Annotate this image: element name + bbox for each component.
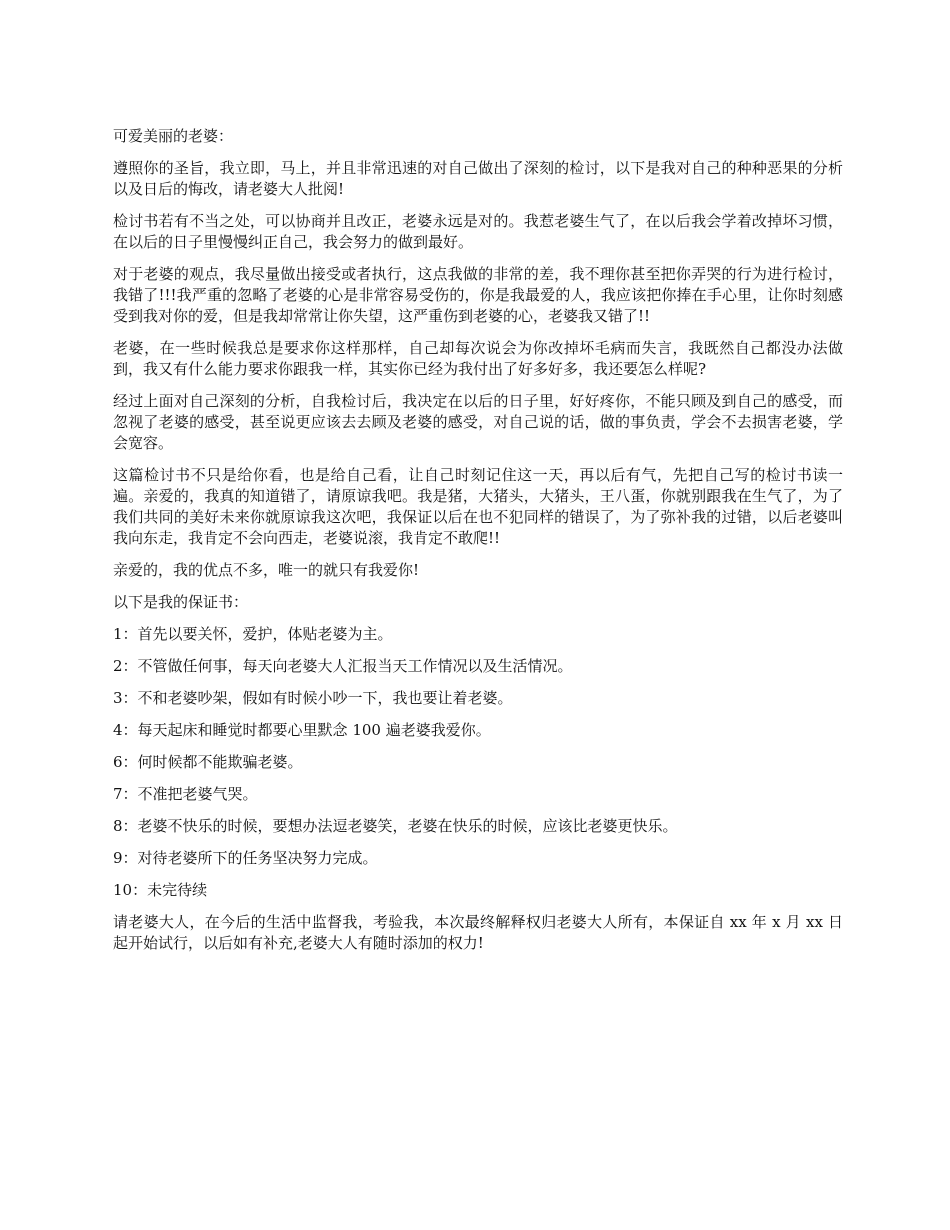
closing-paragraph: 请老婆大人，在今后的生活中监督我，考验我，本次最终解释权归老婆大人所有，本保证自 xx 年 x 月 xx 日起开始试行，以后如有补充,老婆大人有随时添加的权力! [113, 913, 843, 952]
guarantee-item: 1：首先以要关怀，爱护，体贴老婆为主。 [113, 625, 393, 643]
paragraph-5: 经过上面对自己深刻的分析，自我检讨后，我决定在以后的日子里，好好疼你，不能只顾及到自己的感受，而忽视了老婆的感受，甚至说更应该去去顾及老婆的感受，对自己说的话，做的事负责，学会不去损害老婆，学会宽容。 [113, 392, 843, 452]
paragraph-4: 老婆，在一些时候我总是要求你这样那样，自己却每次说会为你改掉坏毛病而失言，我既然自己都没办法做到，我又有什么能力要求你跟我一样，其实你已经为我付出了好多好多，我还要怎么样呢? [113, 339, 843, 378]
paragraph-2: 检讨书若有不当之处，可以协商并且改正，老婆永远是对的。我惹老婆生气了，在以后我会学着改掉坏习惯，在以后的日子里慢慢纠正自己，我会努力的做到最好。 [113, 212, 843, 251]
guarantee-item: 3：不和老婆吵架，假如有时候小吵一下，我也要让着老婆。 [113, 689, 513, 707]
guarantee-item: 9：对待老婆所下的任务坚决努力完成。 [113, 849, 378, 867]
guarantee-item: 6：何时候都不能欺骗老婆。 [113, 753, 303, 771]
guarantee-item: 8：老婆不快乐的时候，要想办法逗老婆笑，老婆在快乐的时候，应该比老婆更快乐。 [113, 817, 678, 835]
paragraph-3: 对于老婆的观点，我尽量做出接受或者执行，这点我做的非常的差，我不理你甚至把你弄哭的行为进行检讨，我错了!!!我严重的忽略了老婆的心是非常容易受伤的，你是我最爱的人，我应该把你捧在手心里，让你时刻感受到我对你的爱，但是我却常常让你失望，这严重伤到老婆的心，老婆我又错了!! [113, 265, 843, 325]
guarantee-item: 7：不准把老婆气哭。 [113, 785, 258, 803]
guarantee-item: 10：未完待续 [113, 881, 208, 899]
document-page [113, 126, 843, 965]
paragraph-7: 亲爱的，我的优点不多，唯一的就只有我爱你! [113, 561, 420, 579]
guarantee-item: 4：每天起床和睡觉时都要心里默念 100 遍老婆我爱你。 [113, 721, 491, 739]
greeting: 可爱美丽的老婆： [113, 127, 234, 145]
guarantee-intro: 以下是我的保证书： [113, 593, 249, 611]
guarantee-item: 2：不管做任何事，每天向老婆大人汇报当天工作情况以及生活情况。 [113, 657, 573, 675]
paragraph-1: 遵照你的圣旨，我立即，马上，并且非常迅速的对自己做出了深刻的检讨，以下是我对自己的种种恶果的分析以及日后的悔改，请老婆大人批阅! [113, 159, 843, 198]
paragraph-6: 这篇检讨书不只是给你看，也是给自己看，让自己时刻记住这一天，再以后有气，先把自己写的检讨书读一遍。亲爱的，我真的知道错了，请原谅我吧。我是猪，大猪头，大猪头，王八蛋，你就别跟我在生气了，为了我们共同的美好未来你就原谅我这次吧，我保证以后在也不犯同样的错误了，为了弥补我的过错，以后老婆叫我向东走，我肯定不会向西走，老婆说滚，我肯定不敢爬!! [113, 466, 843, 547]
